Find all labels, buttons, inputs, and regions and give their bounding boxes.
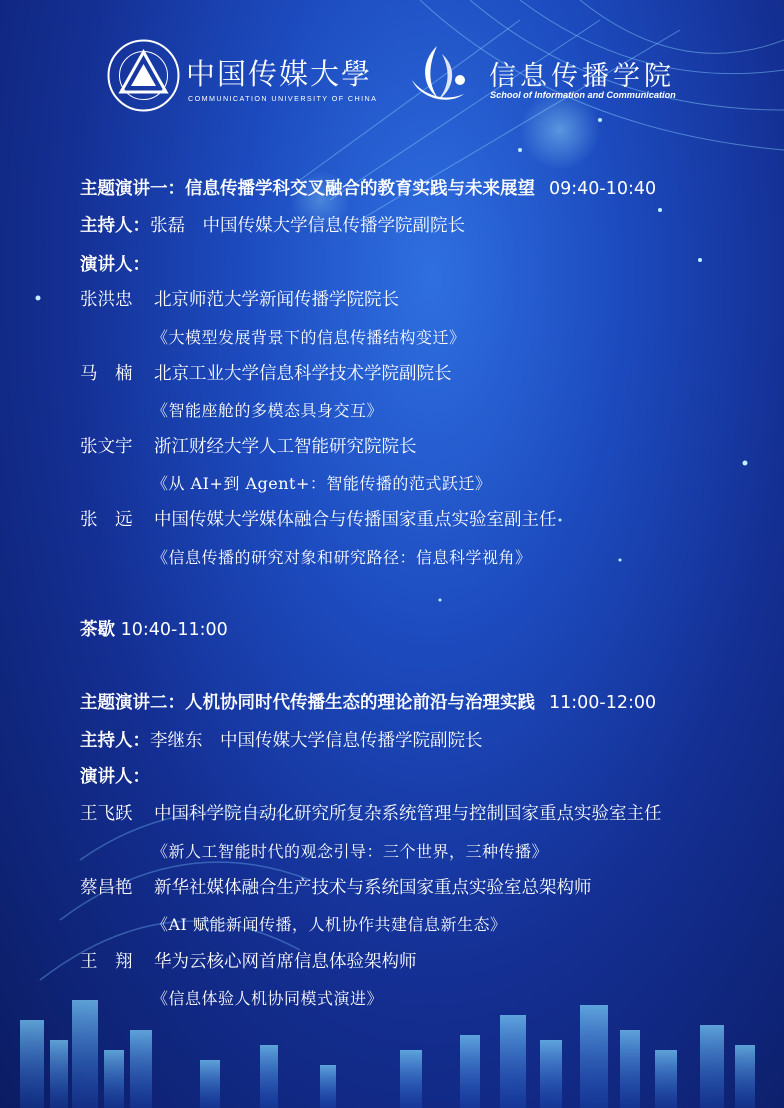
session2-host-row: [80, 730, 483, 752]
university-name-cn: 中国传媒大學: [186, 57, 373, 91]
speaker-row: [80, 951, 417, 973]
talk-title: 《智能座舱的多模态具身交互》: [152, 401, 384, 420]
session1-host-row: [80, 215, 465, 237]
tea-break-row: [80, 619, 228, 641]
speaker-name: 王 翔: [80, 952, 133, 972]
talk-title: 《信息体验人机协同模式演进》: [152, 989, 384, 1008]
talk-title: 《新人工智能时代的观念引导：三个世界，三种传播》: [152, 842, 549, 861]
speaker-affiliation: 华为云核心网首席信息体验架构师: [154, 952, 417, 972]
speaker-name: 张 远: [80, 510, 133, 530]
tea-break-label: 茶歇: [80, 620, 115, 640]
speaker-name: 王飞跃: [80, 804, 133, 824]
talk-title: 《信息传播的研究对象和研究路径：信息科学视角》: [152, 548, 532, 567]
speaker-affiliation: 北京师范大学新闻传播学院院长: [154, 290, 399, 310]
session1-heading: 主题演讲一：信息传播学科交叉融合的教育实践与未来展望: [80, 179, 535, 199]
speaker-row: [80, 436, 417, 458]
session1-time: 09:40-10:40: [549, 179, 657, 199]
university-name-en: COMMUNICATION UNIVERSITY OF CHINA: [188, 94, 378, 103]
talk-title: 《从 AI+到 Agent+：智能传播的范式跃迁》: [152, 474, 492, 493]
talk-title: 《AI 赋能新闻传播，人机协作共建信息新生态》: [152, 915, 507, 934]
session2-host: 李继东 中国传媒大学信息传播学院副院长: [150, 731, 483, 751]
speaker-row: [80, 877, 592, 899]
header-logos: [106, 38, 686, 128]
session2-speakers-label: 演讲人：: [80, 767, 150, 787]
speaker-affiliation: 中国传媒大学媒体融合与传播国家重点实验室副主任: [154, 510, 557, 530]
speaker-affiliation: 中国科学院自动化研究所复杂系统管理与控制国家重点实验室主任: [154, 804, 662, 824]
session2-heading-row: [80, 692, 656, 714]
session1-host: 张磊 中国传媒大学信息传播学院副院长: [150, 216, 465, 236]
talk-title: 《大模型发展背景下的信息传播结构变迁》: [152, 328, 466, 347]
school-name-en: School of Information and Communication: [490, 90, 676, 100]
speaker-name: 张洪忠: [80, 290, 133, 310]
tea-break-time: 10:40-11:00: [120, 620, 228, 640]
speaker-row: [80, 509, 557, 531]
school-name-cn: 信息传播学院: [489, 61, 675, 92]
session2-host-label: 主持人：: [80, 731, 150, 751]
school-emblem-icon: [402, 40, 472, 110]
session1-heading-row: [80, 178, 656, 200]
speaker-name: 蔡昌艳: [80, 878, 133, 898]
session1-host-label: 主持人：: [80, 216, 150, 236]
university-emblem-icon: [106, 38, 181, 113]
speaker-row: [80, 289, 399, 311]
session1-speakers-label: 演讲人：: [80, 255, 150, 275]
speaker-row: [80, 363, 452, 385]
session2-heading: 主题演讲二：人机协同时代传播生态的理论前沿与治理实践: [80, 693, 535, 713]
speaker-affiliation: 北京工业大学信息科学技术学院副院长: [154, 364, 452, 384]
session2-time: 11:00-12:00: [549, 693, 657, 713]
speaker-affiliation: 浙江财经大学人工智能研究院院长: [154, 437, 417, 457]
speaker-affiliation: 新华社媒体融合生产技术与系统国家重点实验室总架构师: [154, 878, 592, 898]
speaker-row: [80, 803, 662, 825]
speaker-name: 马 楠: [80, 364, 133, 384]
speaker-name: 张文宇: [80, 437, 133, 457]
